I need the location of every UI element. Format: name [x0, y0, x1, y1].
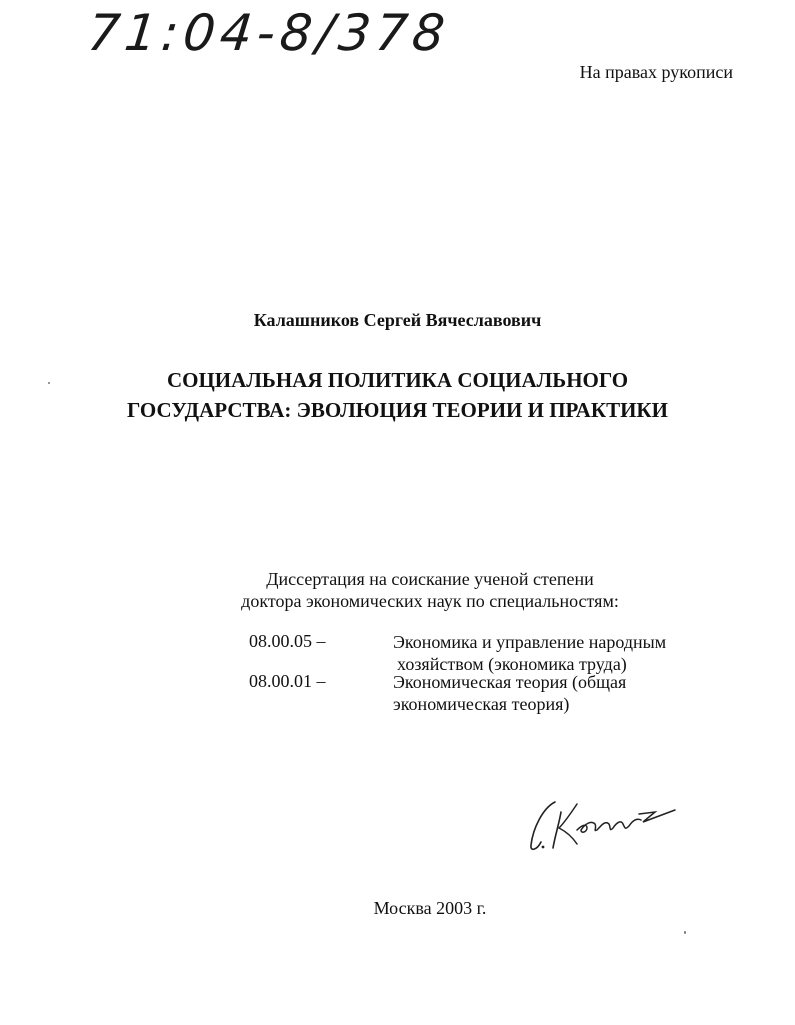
scan-speck	[684, 931, 686, 934]
specialty-code-2: 08.00.01 –	[249, 671, 326, 691]
degree-line-2: доктора экономических наук по специальностям:	[241, 591, 619, 611]
title-line-1: СОЦИАЛЬНАЯ ПОЛИТИКА СОЦИАЛЬНОГО	[166, 368, 629, 392]
specialty-name-2	[393, 671, 713, 715]
dissertation-title	[0, 365, 795, 425]
author-name: Калашников Сергей Вячеславович	[253, 310, 542, 330]
handwritten-shelfmark: 71:04-8/378	[84, 4, 453, 62]
author-signature	[525, 790, 685, 860]
specialty-name-1-line-1: Экономика и управление народным	[393, 632, 667, 652]
degree-statement	[0, 568, 795, 612]
specialty-name-2-line-2: экономическая теория)	[393, 694, 570, 714]
city-year: Москва 2003 г.	[373, 898, 487, 918]
rights-note: На правах рукописи	[579, 62, 733, 82]
specialty-code-1: 08.00.05 –	[249, 631, 326, 651]
specialty-name-2-line-1: Экономическая теория (общая	[393, 672, 627, 692]
specialty-name-1	[393, 631, 713, 675]
scan-speck	[48, 382, 50, 384]
degree-line-1: Диссертация на соискание ученой степени	[266, 569, 594, 589]
title-line-2: ГОСУДАРСТВА: ЭВОЛЮЦИЯ ТЕОРИИ И ПРАКТИКИ	[127, 398, 668, 422]
specialty-name-1-line-2: хозяйством (экономика труда)	[397, 654, 627, 674]
